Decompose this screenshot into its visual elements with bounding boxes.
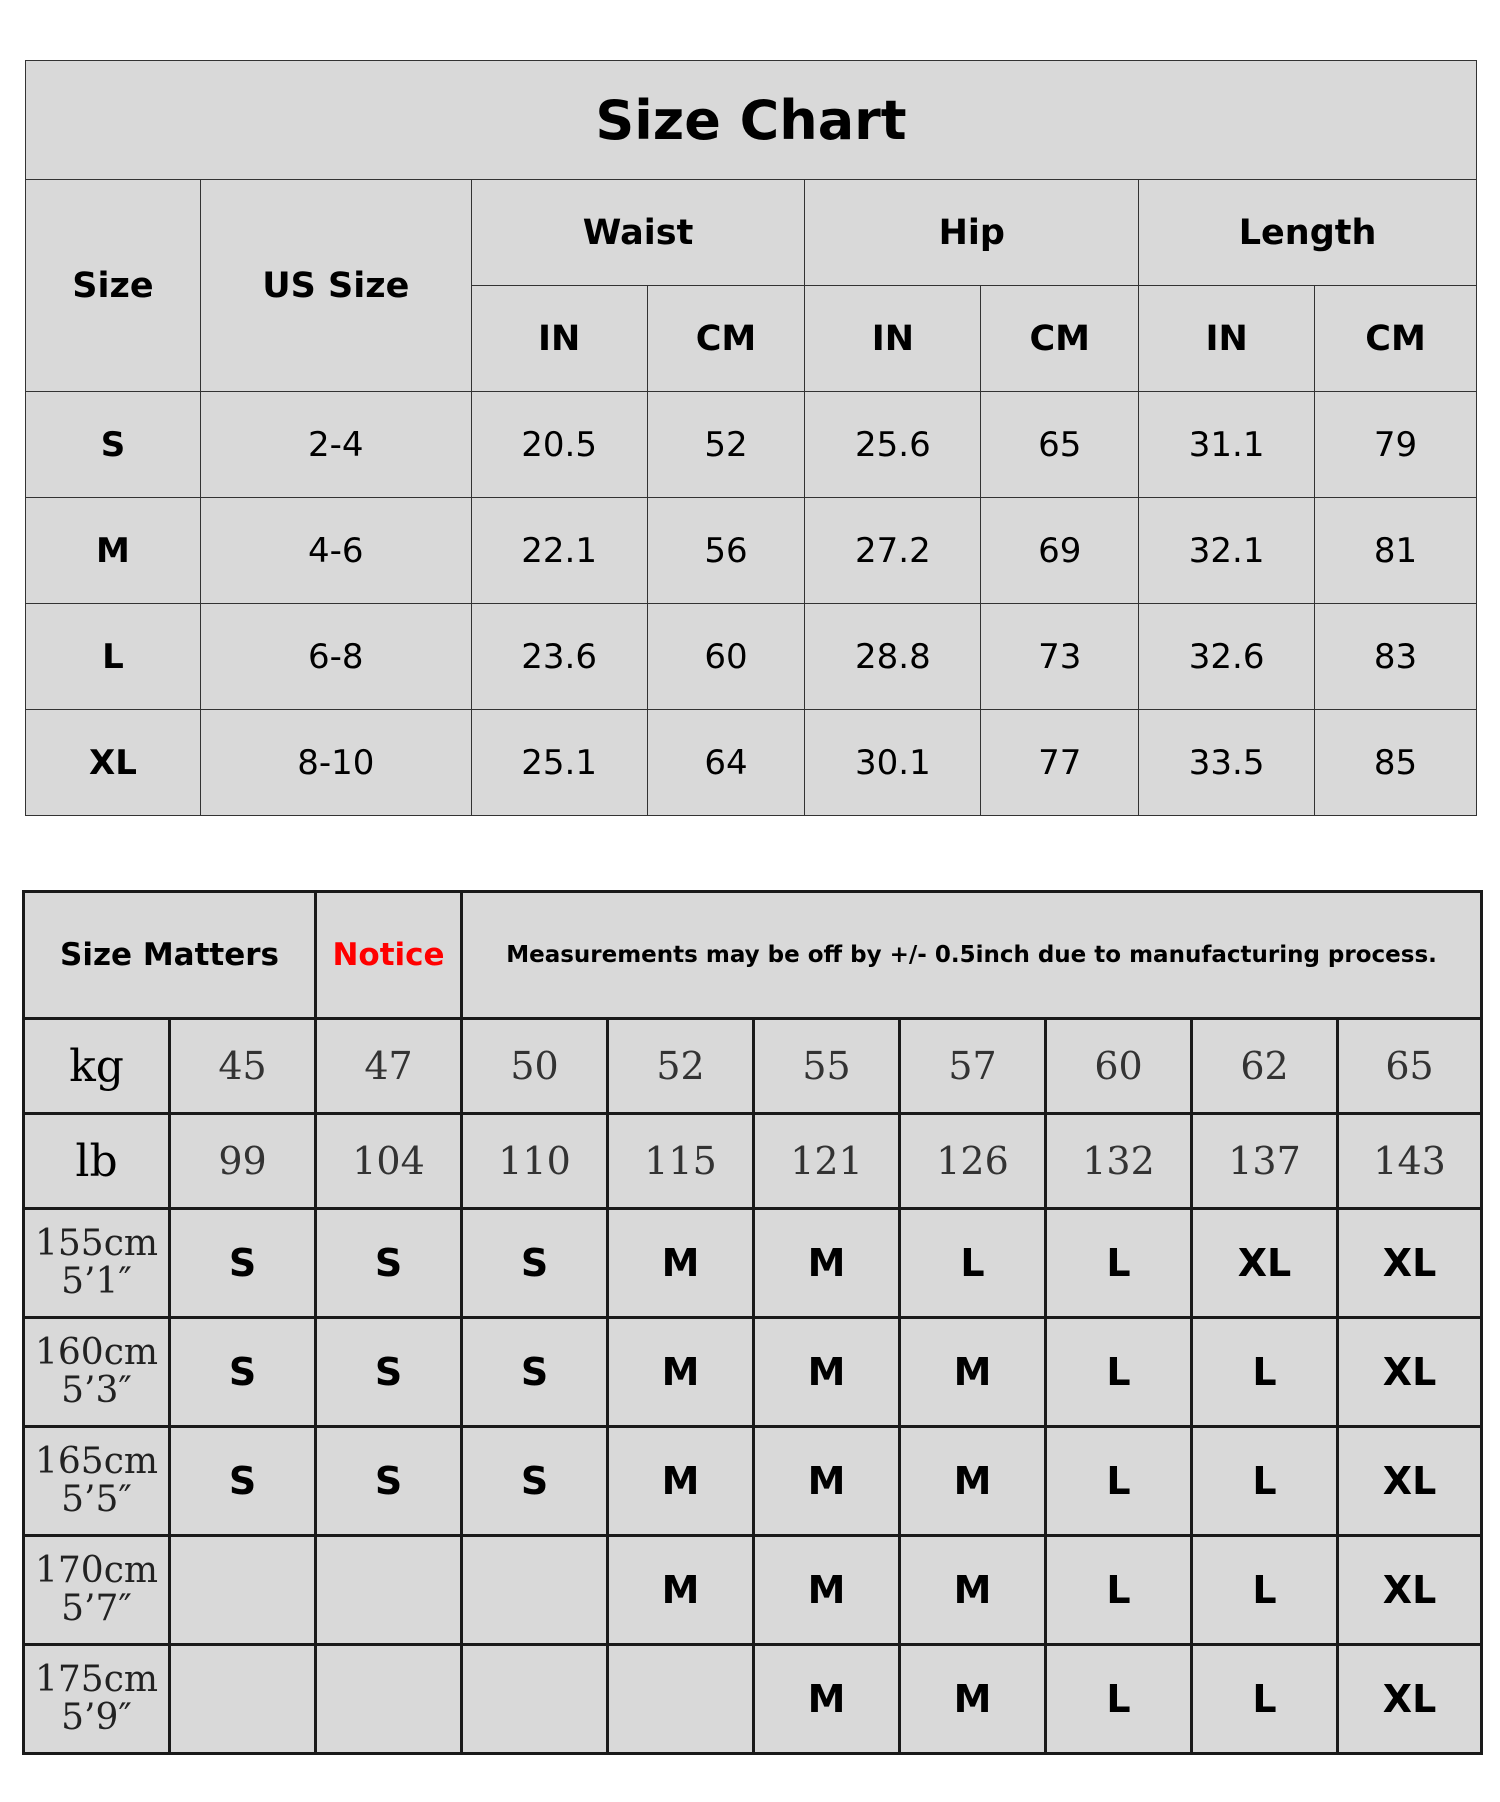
waist-cm-cell: 56: [647, 498, 805, 604]
size-cell: M: [608, 1209, 754, 1318]
height-row: [24, 1209, 1482, 1318]
size-cell: [316, 1536, 462, 1645]
waist-in-cell: 25.1: [471, 710, 647, 816]
height-row: [24, 1427, 1482, 1536]
kg-cell: 47: [316, 1019, 462, 1114]
waist-cm-cell: 60: [647, 604, 805, 710]
waist-cm-cell: 52: [647, 392, 805, 498]
size-cell: [170, 1536, 316, 1645]
size-cell: M: [754, 1427, 900, 1536]
size-chart-title: Size Chart: [26, 61, 1477, 180]
size-cell: L: [26, 604, 201, 710]
size-cell: S: [170, 1318, 316, 1427]
height-cm: 155cm: [34, 1223, 158, 1264]
unit-header: CM: [647, 286, 805, 392]
size-cell: M: [900, 1645, 1046, 1754]
hip-cm-cell: 69: [981, 498, 1139, 604]
height-cm: 175cm: [34, 1659, 158, 1700]
lb-cell: 137: [1192, 1114, 1338, 1209]
height-label: [24, 1645, 170, 1754]
lb-cell: 99: [170, 1114, 316, 1209]
size-cell: M: [754, 1209, 900, 1318]
height-cm: 160cm: [34, 1332, 158, 1373]
kg-cell: 52: [608, 1019, 754, 1114]
lb-cell: 143: [1338, 1114, 1482, 1209]
us-size-cell: 2-4: [200, 392, 471, 498]
size-cell: L: [1046, 1645, 1192, 1754]
size-cell: [462, 1536, 608, 1645]
size-cell: XL: [26, 710, 201, 816]
unit-header: IN: [471, 286, 647, 392]
size-cell: XL: [1338, 1427, 1482, 1536]
kg-cell: 57: [900, 1019, 1046, 1114]
size-cell: XL: [1338, 1645, 1482, 1754]
size-cell: S: [462, 1209, 608, 1318]
size-cell: M: [754, 1318, 900, 1427]
weight-lb-row: [24, 1114, 1482, 1209]
size-cell: XL: [1338, 1318, 1482, 1427]
measurement-note: Measurements may be off by +/- 0.5inch due to manufacturing process.: [462, 892, 1482, 1019]
length-in-cell: 31.1: [1139, 392, 1315, 498]
table-row: [26, 392, 1477, 498]
height-row: [24, 1536, 1482, 1645]
size-cell: L: [1046, 1427, 1192, 1536]
size-cell: M: [900, 1318, 1046, 1427]
height-label: [24, 1318, 170, 1427]
size-cell: M: [900, 1427, 1046, 1536]
hip-in-cell: 25.6: [805, 392, 981, 498]
size-cell: L: [1046, 1209, 1192, 1318]
kg-cell: 50: [462, 1019, 608, 1114]
hip-in-cell: 30.1: [805, 710, 981, 816]
size-matters-title: Size Matters: [24, 892, 316, 1019]
table-row: [26, 604, 1477, 710]
height-label: [24, 1209, 170, 1318]
lb-cell: 104: [316, 1114, 462, 1209]
length-in-cell: 32.6: [1139, 604, 1315, 710]
size-cell: XL: [1338, 1209, 1482, 1318]
size-cell: L: [1192, 1536, 1338, 1645]
hip-header: Hip: [805, 180, 1139, 286]
size-cell: M: [900, 1536, 1046, 1645]
table-row: [26, 498, 1477, 604]
height-cm: 165cm: [34, 1441, 158, 1482]
size-cell: L: [1192, 1427, 1338, 1536]
size-cell: M: [608, 1536, 754, 1645]
waist-header: Waist: [471, 180, 805, 286]
us-size-header: US Size: [200, 180, 471, 392]
waist-in-cell: 22.1: [471, 498, 647, 604]
length-cm-cell: 79: [1315, 392, 1477, 498]
height-cm: 170cm: [34, 1550, 158, 1591]
us-size-cell: 8-10: [200, 710, 471, 816]
hip-in-cell: 27.2: [805, 498, 981, 604]
unit-header: CM: [1315, 286, 1477, 392]
unit-header: CM: [981, 286, 1139, 392]
length-cm-cell: 83: [1315, 604, 1477, 710]
length-cm-cell: 85: [1315, 710, 1477, 816]
kg-cell: 60: [1046, 1019, 1192, 1114]
size-cell: S: [462, 1318, 608, 1427]
size-cell: S: [170, 1427, 316, 1536]
length-in-cell: 32.1: [1139, 498, 1315, 604]
height-ft: 5’7″: [61, 1588, 132, 1629]
size-cell: M: [754, 1645, 900, 1754]
size-cell: L: [1192, 1645, 1338, 1754]
size-cell: XL: [1338, 1536, 1482, 1645]
size-cell: S: [462, 1427, 608, 1536]
height-ft: 5’9″: [61, 1697, 132, 1738]
hip-cm-cell: 73: [981, 604, 1139, 710]
size-cell: L: [900, 1209, 1046, 1318]
size-cell: [462, 1645, 608, 1754]
height-label: [24, 1536, 170, 1645]
kg-cell: 62: [1192, 1019, 1338, 1114]
size-cell: L: [1192, 1318, 1338, 1427]
size-chart-table: [25, 60, 1477, 816]
length-header: Length: [1139, 180, 1477, 286]
size-cell: S: [316, 1209, 462, 1318]
length-cm-cell: 81: [1315, 498, 1477, 604]
height-ft: 5’5″: [61, 1479, 132, 1520]
length-in-cell: 33.5: [1139, 710, 1315, 816]
waist-in-cell: 20.5: [471, 392, 647, 498]
size-cell: M: [608, 1427, 754, 1536]
lb-label: lb: [24, 1114, 170, 1209]
unit-header: IN: [805, 286, 981, 392]
size-cell: L: [1046, 1536, 1192, 1645]
waist-in-cell: 23.6: [471, 604, 647, 710]
lb-cell: 132: [1046, 1114, 1192, 1209]
size-cell: L: [1046, 1318, 1192, 1427]
notice-label: Notice: [316, 892, 462, 1019]
lb-cell: 121: [754, 1114, 900, 1209]
size-cell: M: [26, 498, 201, 604]
size-cell: XL: [1192, 1209, 1338, 1318]
height-ft: 5’3″: [61, 1370, 132, 1411]
size-cell: S: [170, 1209, 316, 1318]
size-cell: M: [608, 1318, 754, 1427]
us-size-cell: 6-8: [200, 604, 471, 710]
lb-cell: 115: [608, 1114, 754, 1209]
size-cell: [170, 1645, 316, 1754]
hip-in-cell: 28.8: [805, 604, 981, 710]
size-cell: S: [316, 1318, 462, 1427]
height-label: [24, 1427, 170, 1536]
unit-header: IN: [1139, 286, 1315, 392]
size-cell: M: [754, 1536, 900, 1645]
kg-cell: 45: [170, 1019, 316, 1114]
lb-cell: 126: [900, 1114, 1046, 1209]
table-row: [26, 710, 1477, 816]
size-cell: S: [316, 1427, 462, 1536]
size-cell: S: [26, 392, 201, 498]
size-cell: [316, 1645, 462, 1754]
size-cell: [608, 1645, 754, 1754]
kg-cell: 65: [1338, 1019, 1482, 1114]
waist-cm-cell: 64: [647, 710, 805, 816]
hip-cm-cell: 65: [981, 392, 1139, 498]
us-size-cell: 4-6: [200, 498, 471, 604]
height-row: [24, 1318, 1482, 1427]
size-matters-table: [22, 890, 1483, 1755]
size-header: Size: [26, 180, 201, 392]
kg-cell: 55: [754, 1019, 900, 1114]
lb-cell: 110: [462, 1114, 608, 1209]
height-ft: 5’1″: [61, 1261, 132, 1302]
hip-cm-cell: 77: [981, 710, 1139, 816]
kg-label: kg: [24, 1019, 170, 1114]
height-row: [24, 1645, 1482, 1754]
weight-kg-row: [24, 1019, 1482, 1114]
